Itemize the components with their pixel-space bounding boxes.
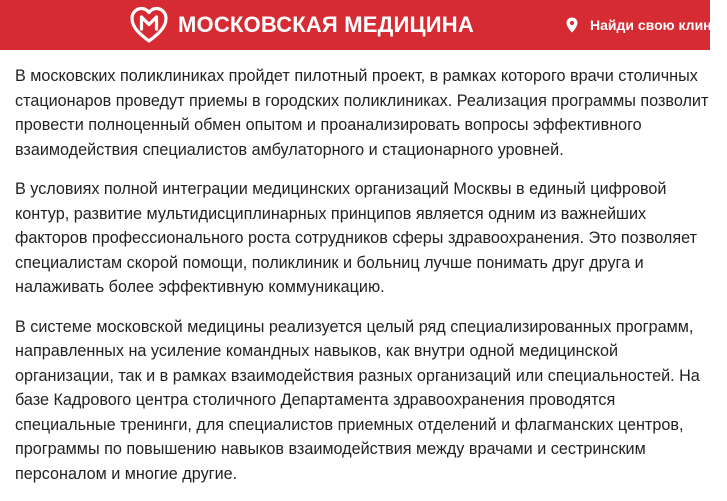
- paragraph-line: налаживать более эффективную коммуникацию.: [15, 278, 385, 296]
- paragraph-line: факторов профессионального роста сотрудников сферы здравоохранения. Это позволяет: [15, 229, 698, 247]
- article-body: [15, 64, 709, 501]
- paragraph-line: В условиях полной интеграции медицинских организаций Москвы в единый цифровой: [15, 180, 667, 198]
- paragraph-line: специалистам скорой помощи, поликлиник и больниц лучше понимать друг друга и: [15, 253, 644, 272]
- paragraph-line: В московских поликлиниках пройдет пилотный проект, в рамках которого врачи столичных: [15, 67, 698, 85]
- paragraph-line: организации, так и в рамках взаимодействия разных организаций или специальностей. На: [15, 366, 700, 385]
- site-header: [0, 0, 727, 50]
- paragraph-line: контур, развитие мультидисциплинарных принципов является одним из важнейших: [15, 204, 647, 223]
- brand-name: МОСКОВСКАЯ МЕДИЦИНА: [178, 12, 474, 37]
- paragraph-line: специальные тренинги, для специалистов приемных отделений и флагманских центров,: [15, 415, 684, 434]
- paragraph-line: программы по повышению навыков взаимодействия между врачами и сестринским: [15, 440, 646, 458]
- paragraph-line: стационаров проведут приемы в городских поликлиниках. Реализация программы позволит: [15, 91, 709, 110]
- article-paragraph: [15, 315, 703, 487]
- paragraph-line: базе Кадрового центра столичного Департамента здравоохранения проводятся: [15, 391, 616, 409]
- paragraph-line: направленных на усиление командных навыков, как внутри одной медицинской: [15, 342, 618, 360]
- location-pin-icon: [566, 17, 578, 33]
- heart-m-logo-icon: [129, 5, 169, 45]
- paragraph-line: взаимодействия специалистов амбулаторного и стационарного уровней.: [15, 140, 564, 159]
- find-clinic-label: Найди свою клиник: [590, 17, 727, 33]
- article-paragraph: [15, 177, 703, 300]
- paragraph-line: В системе московской медицины реализуется целый ряд специализированных программ,: [15, 317, 694, 336]
- find-clinic-button[interactable]: [566, 12, 727, 38]
- site-logo-link[interactable]: [129, 4, 474, 46]
- paragraph-line: провести полноценный обмен опытом и проанализировать вопросы эффективного: [15, 116, 642, 134]
- article-paragraph: [15, 64, 709, 162]
- paragraph-line: персоналом и многие другие.: [15, 464, 238, 483]
